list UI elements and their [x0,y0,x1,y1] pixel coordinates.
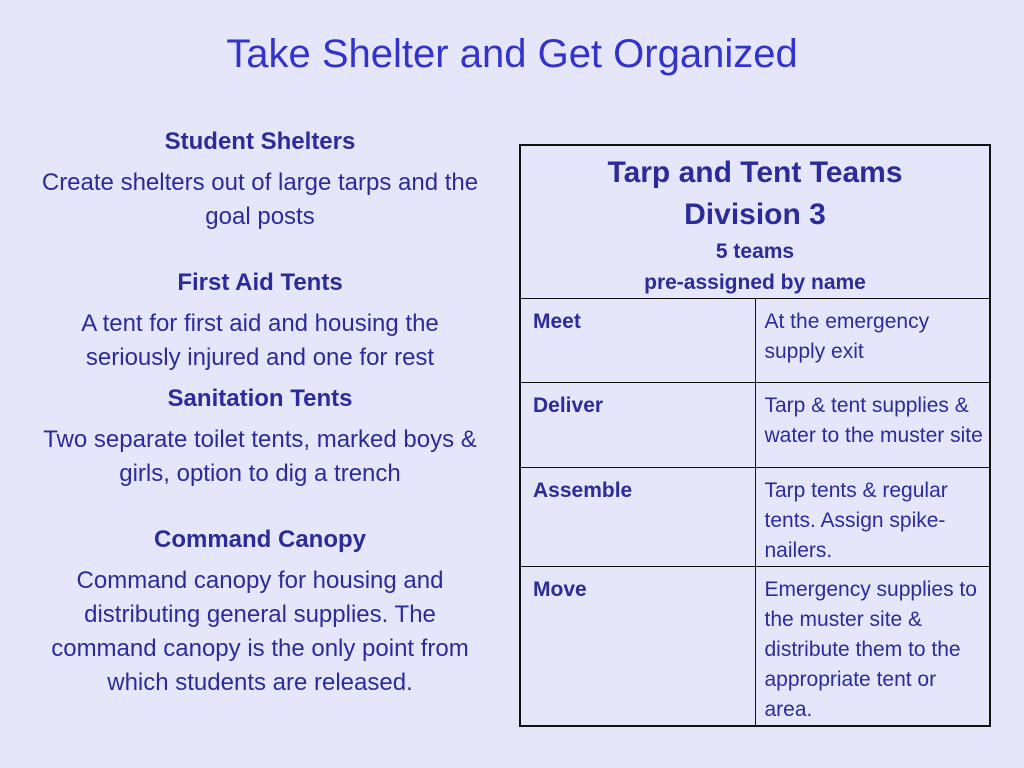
row-description: Tarp & tent supplies & water to the muster site [755,383,990,468]
section-heading: Student Shelters [164,128,356,155]
table-row [520,468,990,567]
section-first-aid-tents [40,267,480,375]
section-sanitation-tents [40,383,480,491]
table-row [520,299,990,383]
section-heading: Sanitation Tents [167,385,353,412]
section-heading: Command Canopy [153,526,366,553]
section-body: A tent for first aid and housing the seriously injured and one for rest [81,310,439,371]
section-student-shelters [40,126,480,234]
section-command-canopy [40,524,480,700]
section-body: Create shelters out of large tarps and the goal posts [41,169,479,230]
row-label: Move [520,567,755,727]
table-subtitle-line2: pre-assigned by name [644,271,866,294]
section-body: Command canopy for housing and distributing general supplies. The command canopy is the only point from which students are released. [51,567,469,696]
row-label: Deliver [520,383,755,468]
teams-table [519,144,991,727]
slide-title: Take Shelter and Get Organized [226,32,798,76]
table-title-line1: Tarp and Tent Teams [607,156,903,189]
row-description: At the emergency supply exit [755,299,990,383]
section-body: Two separate toilet tents, marked boys & girls, option to dig a trench [43,426,477,487]
row-label: Meet [520,299,755,383]
row-label: Assemble [520,468,755,567]
row-description: Tarp tents & regular tents. Assign spike-nailers. [755,468,990,567]
table-header-cell [520,145,990,299]
row-description: Emergency supplies to the muster site & distribute them to the appropriate tent or area. [755,567,990,727]
table-row [520,567,990,727]
table-subtitle-line1: 5 teams [715,240,795,263]
table-title-line2: Division 3 [684,198,826,231]
table-row [520,383,990,468]
table-header-row [520,145,990,299]
section-heading: First Aid Tents [177,269,343,296]
